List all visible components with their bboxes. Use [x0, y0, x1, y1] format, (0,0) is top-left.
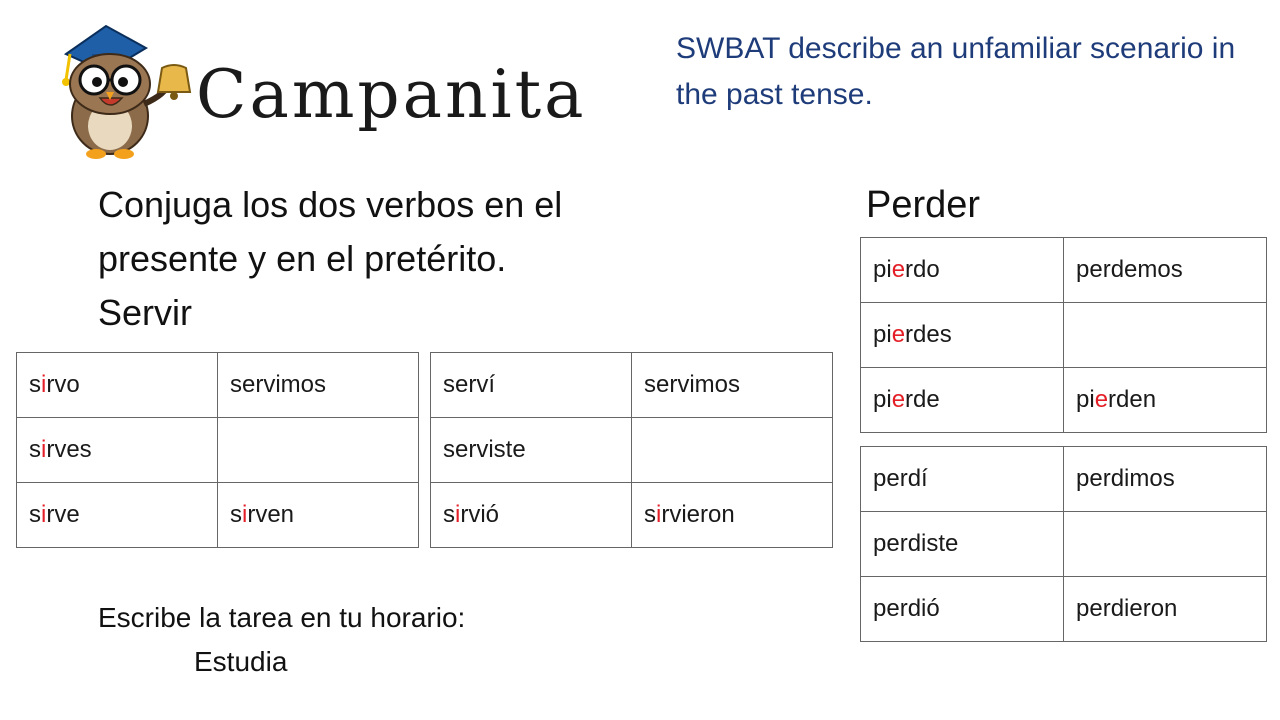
- conjugation-text: rde: [905, 386, 940, 413]
- servir-present-table: [16, 352, 419, 548]
- conjugation-text: pi: [873, 386, 892, 413]
- conjugation-cell: [632, 353, 833, 418]
- table-row: [17, 418, 419, 483]
- conjugation-text: rdes: [905, 321, 952, 348]
- conjugation-cell: [861, 447, 1064, 512]
- conjugation-text: perdiste: [873, 530, 959, 557]
- conjugation-cell: [1064, 303, 1267, 368]
- stem-change-letter: e: [891, 256, 906, 283]
- conjugation-cell: [17, 483, 218, 548]
- conjugation-text: s: [644, 501, 656, 528]
- conjugation-text: servimos: [644, 371, 741, 398]
- table-row: [861, 577, 1267, 642]
- conjugation-cell: [861, 512, 1064, 577]
- verb-perder-heading: Perder: [866, 184, 981, 226]
- table-row: [861, 238, 1267, 303]
- owl-mascot-icon: [48, 14, 198, 164]
- conjugation-cell: [1064, 368, 1267, 433]
- stem-change-letter: i: [41, 436, 47, 463]
- conjugation-text: serví: [443, 371, 496, 398]
- servir-preterite-table: [430, 352, 833, 548]
- perder-preterite-table: [860, 446, 1267, 642]
- conjugation-text: s: [230, 501, 242, 528]
- conjugation-text: servimos: [230, 371, 327, 398]
- conjugation-text: rden: [1108, 386, 1157, 413]
- stem-change-letter: e: [891, 386, 906, 413]
- conjugation-cell: [861, 303, 1064, 368]
- conjugation-cell: [1064, 238, 1267, 303]
- table-row: [861, 512, 1267, 577]
- homework-task: Estudia: [194, 646, 288, 677]
- table-row: [431, 483, 833, 548]
- conjugation-text: rven: [247, 501, 295, 528]
- conjugation-text: perdí: [873, 465, 928, 492]
- conjugation-text: perdimos: [1076, 465, 1175, 492]
- slide-title: Campanita: [196, 56, 587, 133]
- conjugation-text: perdió: [873, 595, 940, 622]
- conjugation-text: s: [443, 501, 455, 528]
- conjugation-cell: [632, 483, 833, 548]
- conjugation-cell: [218, 353, 419, 418]
- table-row: [861, 368, 1267, 433]
- conjugation-cell: [431, 418, 632, 483]
- stem-change-letter: e: [891, 321, 906, 348]
- conjugation-cell: [861, 238, 1064, 303]
- stem-change-letter: i: [455, 501, 461, 528]
- conjugation-cell: [1064, 447, 1267, 512]
- verb-servir-heading: Servir: [98, 292, 193, 333]
- conjugation-cell: [431, 353, 632, 418]
- conjugation-cell: [1064, 577, 1267, 642]
- table-row: [861, 303, 1267, 368]
- instruction-line-2: presente y en el pretérito.: [98, 238, 507, 279]
- conjugation-cell: [431, 483, 632, 548]
- stem-change-letter: e: [1094, 386, 1109, 413]
- table-row: [431, 418, 833, 483]
- conjugation-cell: [17, 418, 218, 483]
- conjugation-text: perdieron: [1076, 595, 1178, 622]
- conjugation-text: rdo: [905, 256, 940, 283]
- conjugation-text: rvo: [46, 371, 80, 398]
- conjugation-text: serviste: [443, 436, 526, 463]
- stem-change-letter: i: [242, 501, 248, 528]
- conjugation-cell: [861, 368, 1064, 433]
- stem-change-letter: i: [41, 501, 47, 528]
- stem-change-letter: i: [41, 371, 47, 398]
- instruction-line-1: Conjuga los dos verbos en el: [98, 184, 563, 225]
- conjugation-text: s: [29, 371, 41, 398]
- conjugation-cell: [218, 483, 419, 548]
- conjugation-cell: [218, 418, 419, 483]
- homework-instruction: Escribe la tarea en tu horario:: [98, 602, 466, 633]
- conjugation-cell: [861, 577, 1064, 642]
- conjugation-cell: [17, 353, 218, 418]
- instructions: [98, 178, 718, 340]
- conjugation-text: rves: [46, 436, 92, 463]
- conjugation-text: rvió: [460, 501, 500, 528]
- conjugation-text: s: [29, 436, 41, 463]
- conjugation-cell: [1064, 512, 1267, 577]
- conjugation-text: perdemos: [1076, 256, 1183, 283]
- objective-text: SWBAT describe an unfamiliar scenario in the past tense.: [676, 32, 1236, 111]
- table-row: [17, 483, 419, 548]
- conjugation-text: pi: [1076, 386, 1095, 413]
- table-row: [861, 447, 1267, 512]
- conjugation-text: pi: [873, 321, 892, 348]
- table-row: [17, 353, 419, 418]
- table-row: [431, 353, 833, 418]
- conjugation-cell: [632, 418, 833, 483]
- conjugation-text: pi: [873, 256, 892, 283]
- perder-present-table: [860, 237, 1267, 433]
- conjugation-text: rve: [46, 501, 80, 528]
- conjugation-text: s: [29, 501, 41, 528]
- stem-change-letter: i: [656, 501, 662, 528]
- homework-note: [98, 596, 465, 684]
- conjugation-text: rvieron: [661, 501, 735, 528]
